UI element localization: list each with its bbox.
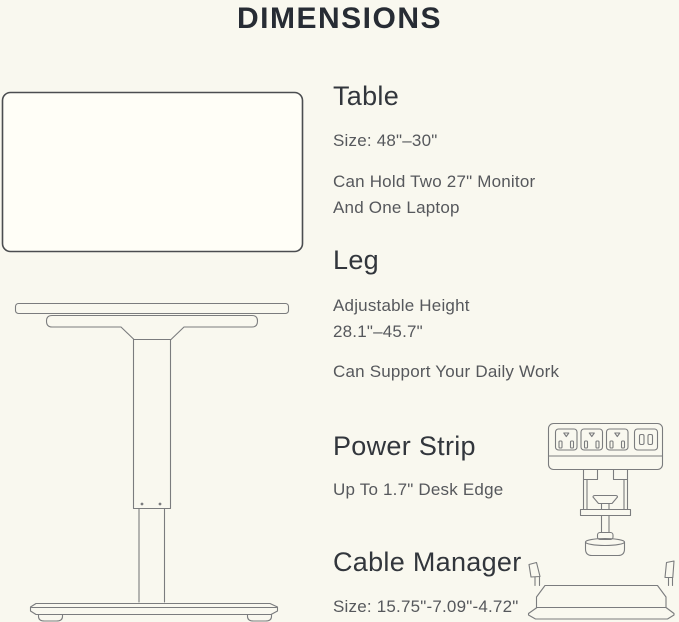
desk-top-edge	[16, 304, 289, 314]
leg-spec-line1: Adjustable Height	[333, 296, 470, 315]
leg-screw-left	[141, 503, 144, 506]
table-size-text: Size: 48"–30"	[333, 131, 438, 150]
cable-manager-size-text: Size: 15.75"-7.09"-4.72"	[333, 597, 519, 616]
clamp-tab-left	[584, 470, 598, 480]
desk-foot-right	[248, 615, 272, 622]
clamp-screw-upper	[602, 504, 610, 510]
section-heading-cable-manager: Cable Manager	[333, 547, 522, 577]
desk-base	[31, 604, 278, 615]
clamp-screw-lower	[602, 516, 610, 533]
desk-side-view-illustration	[0, 296, 310, 622]
outlet-2	[581, 429, 603, 450]
leg-inner-column	[139, 509, 165, 603]
table-note-line2: And One Laptop	[333, 198, 460, 217]
cable-manager-illustration	[524, 552, 679, 622]
outlet-3	[607, 429, 629, 450]
section-heading-table: Table	[333, 81, 400, 111]
tray-hook-right	[665, 561, 674, 586]
leg-note-text: Can Support Your Daily Work	[333, 362, 560, 381]
clamp-wall-right	[624, 480, 628, 510]
clamp-tab-right	[614, 470, 628, 480]
section-heading-leg: Leg	[333, 245, 379, 275]
page-title: DIMENSIONS	[236, 2, 443, 35]
usb-ports	[635, 429, 658, 450]
tray-lip	[529, 608, 675, 620]
power-strip-clamp-illustration	[528, 416, 679, 558]
tray-body	[537, 586, 667, 608]
clamp-plate	[581, 510, 631, 516]
leg-spec-line2: 28.1"–45.7"	[333, 322, 423, 341]
leg-screw-right	[159, 503, 162, 506]
tabletop-outline	[3, 93, 303, 252]
leg-bracket	[47, 316, 258, 340]
clamp-pad	[593, 496, 618, 504]
power-strip-note-text: Up To 1.7" Desk Edge	[333, 480, 504, 499]
tray-hook-left	[529, 563, 540, 586]
tabletop-top-view-illustration	[0, 88, 310, 258]
section-heading-power-strip: Power Strip	[333, 431, 476, 461]
outlet-1	[556, 429, 578, 450]
power-strip-body	[549, 424, 663, 470]
desk-foot-left	[39, 615, 63, 622]
desk-clamp	[581, 470, 631, 556]
table-note-line1: Can Hold Two 27" Monitor	[333, 172, 536, 191]
clamp-wall-left	[584, 480, 588, 510]
leg-upper-column	[134, 340, 171, 509]
